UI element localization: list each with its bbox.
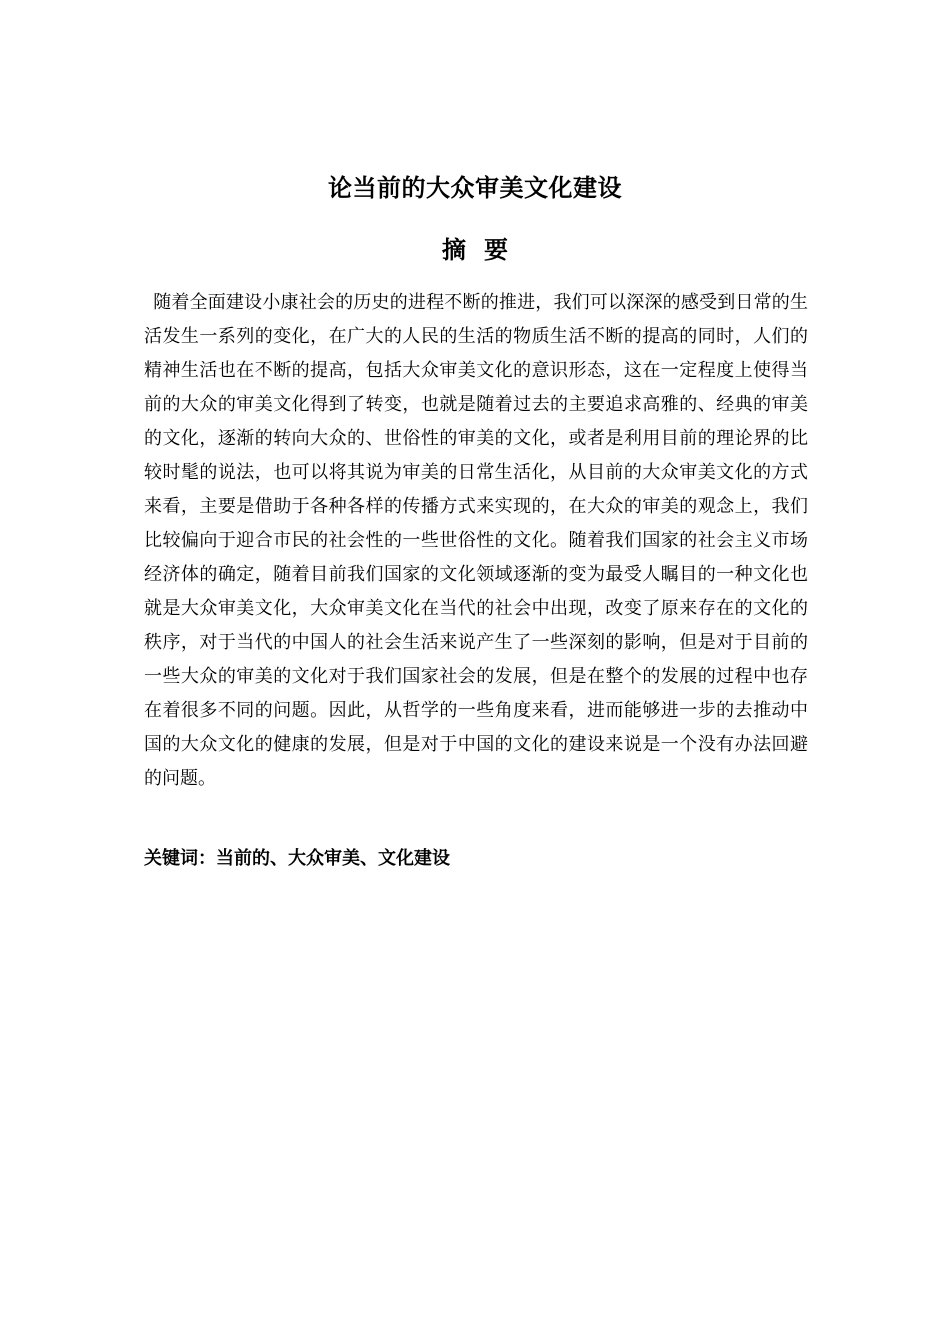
abstract-heading: [0, 230, 950, 270]
abstract-body: [144, 286, 808, 796]
keywords-line: 关键词：当前的、大众审美、文化建设: [144, 848, 450, 869]
abstract-heading-char-2: 要: [484, 235, 508, 264]
document-title: 论当前的大众审美文化建设: [328, 173, 622, 202]
abstract-heading-char-1: 摘: [442, 235, 466, 264]
abstract-text: 随着全面建设小康社会的历史的进程不断的推进，我们可以深深的感受到日常的生活发生一系列的变化，在广大的人民的生活的物质生活不断的提高的同时，人们的精神生活也在不断的提高，包括大众审美文化的意识形态，这在一定程度上使得当前的大众的审美文化得到了转变，也就是随着过去的主要追求高雅的、经典的审美的文化，逐渐的转向大众的、世俗性的审美的文化，或者是利用目前的理论界的比较时髦的说法，也可以将其说为审美的日常生活化，从目前的大众审美文化的方式来看，主要是借助于各种各样的传播方式来实现的，在大众的审美的观念上，我们比较偏向于迎合市民的社会性的一些世俗性的文化。随着我们国家的社会主义市场经济体的确定，随着目前我们国家的文化领域逐渐的变为最受人瞩目的一种文化也就是大众审美文化，大众审美文化在当代的社会中出现，改变了原来存在的文化的秩序，对于当代的中国人的社会生活来说产生了一些深刻的影响，但是对于目前的一些大众的审美的文化对于我们国家社会的发展，但是在整个的发展的过程中也存在着很多不同的问题。因此，从哲学的一些角度来看，进而能够进一步的去推动中国的大众文化的健康的发展，但是对于中国的文化的建设来说是一个没有办法回避的问题。: [144, 292, 808, 789]
